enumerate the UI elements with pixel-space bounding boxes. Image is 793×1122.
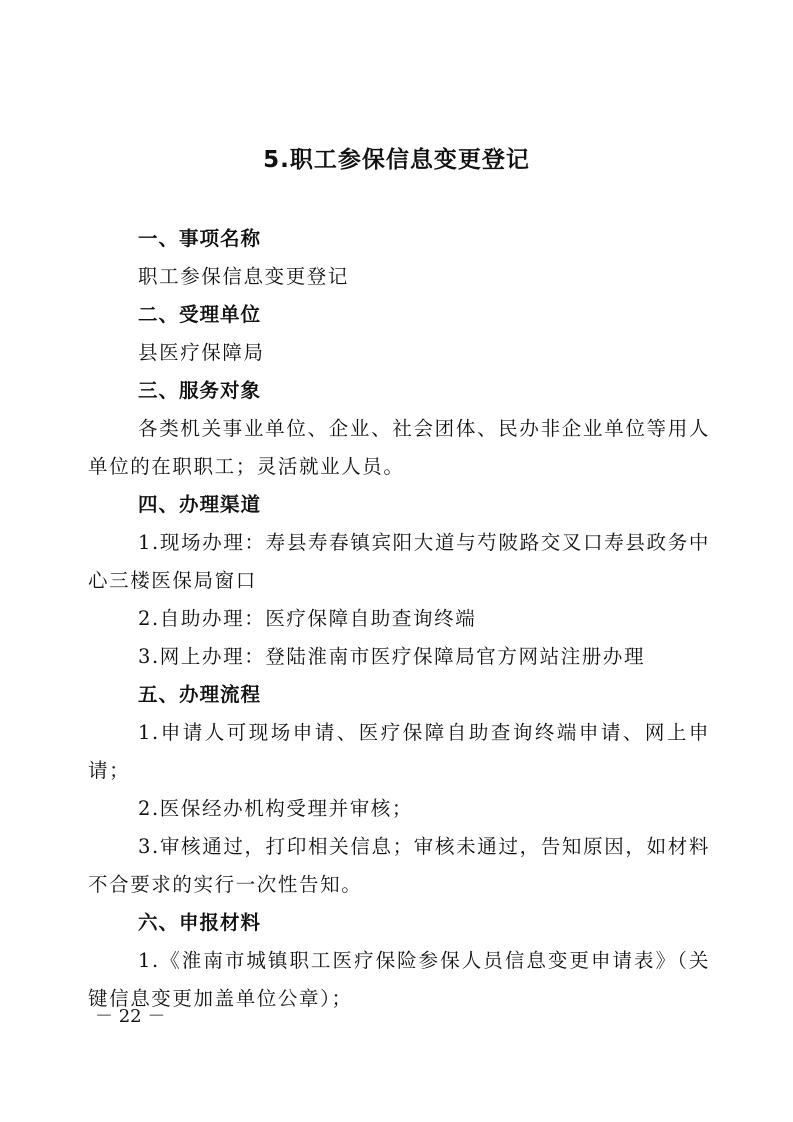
section-process: [88, 676, 710, 904]
section-item-name: [88, 220, 710, 296]
section-channels: [88, 486, 710, 676]
section-heading: 五、办理流程: [138, 683, 262, 706]
section-heading: 六、申报材料: [138, 911, 262, 934]
section-heading: 二、受理单位: [138, 303, 262, 326]
document-title: 5.职工参保信息变更登记: [263, 147, 530, 173]
document-body: [88, 220, 710, 1018]
section-paragraph: 1.《淮南市城镇职工医疗保险参保人员信息变更申请表》（关键信息变更加盖单位公章）；: [88, 949, 710, 1010]
section-service-target: [88, 372, 710, 486]
section-heading: 三、服务对象: [138, 379, 262, 402]
section-paragraph: 县医疗保障局: [138, 341, 265, 364]
section-materials: [88, 904, 710, 1018]
section-paragraph: 3.审核通过，打印相关信息；审核未通过，告知原因，如材料不合要求的实行一次性告知。: [88, 835, 710, 896]
section-paragraph: 1.申请人可现场申请、医疗保障自助查询终端申请、网上申请；: [88, 721, 710, 782]
section-paragraph: 2.自助办理：医疗保障自助查询终端: [138, 607, 477, 630]
section-paragraph: 职工参保信息变更登记: [138, 265, 350, 288]
section-heading: 一、事项名称: [138, 227, 262, 250]
section-paragraph: 2.医保经办机构受理并审核；: [138, 797, 414, 820]
section-paragraph: 1.现场办理：寿县寿春镇宾阳大道与芍陂路交叉口寿县政务中心三楼医保局窗口: [88, 531, 710, 592]
section-paragraph: 3.网上办理：登陆淮南市医疗保障局官方网站注册办理: [138, 645, 646, 668]
section-heading: 四、办理渠道: [138, 493, 262, 516]
section-paragraph: 各类机关事业单位、企业、社会团体、民办非企业单位等用人单位的在职职工；灵活就业人员。: [88, 417, 710, 478]
page-number: － 22 －: [95, 1006, 166, 1027]
section-accepting-unit: [88, 296, 710, 372]
